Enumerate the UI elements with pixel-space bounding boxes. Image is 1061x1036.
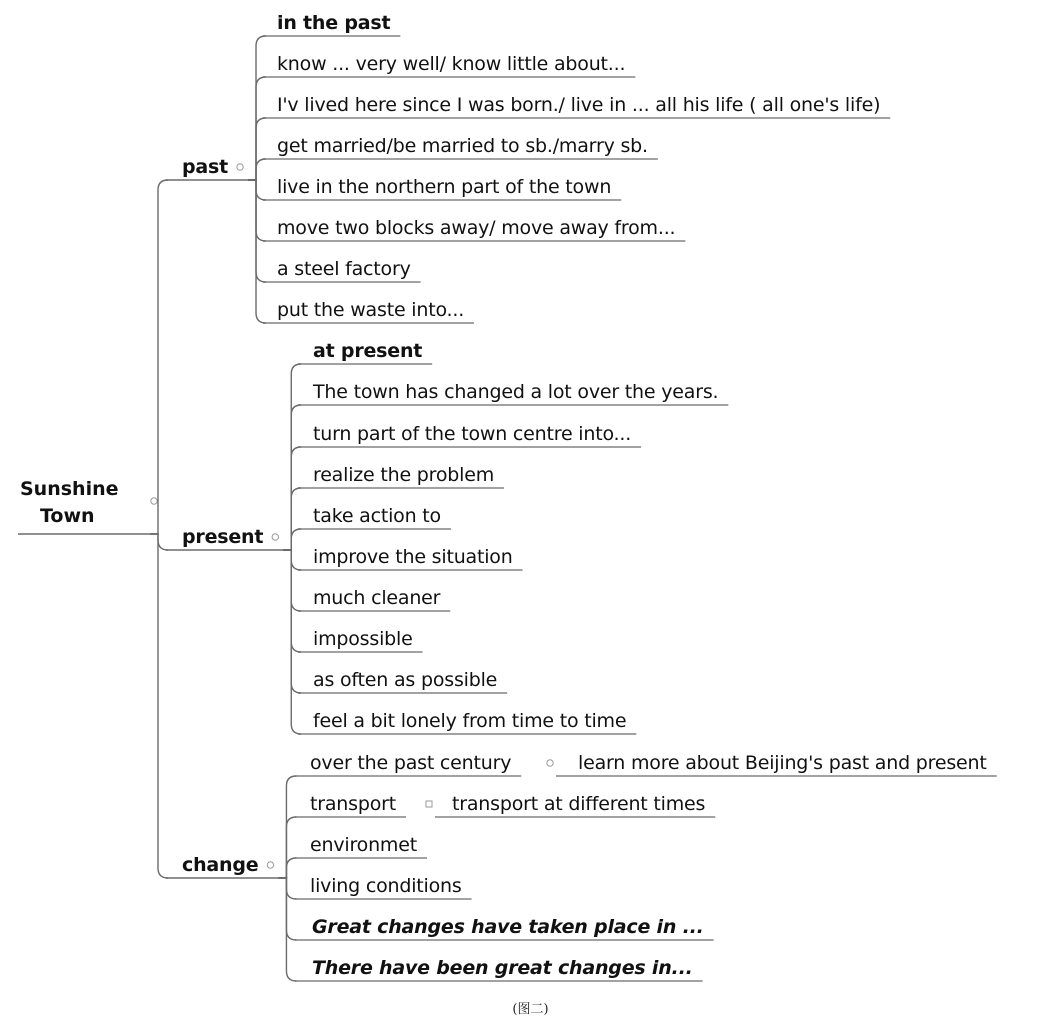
past-collapse-marker bbox=[237, 164, 243, 170]
change-item-6: There have been great changes in... bbox=[312, 957, 693, 979]
change-item-1-collapse-marker bbox=[547, 760, 553, 766]
root-node bbox=[20, 476, 144, 530]
present-item-6: improve the situation bbox=[313, 546, 513, 568]
root-label-line2: Town bbox=[40, 505, 95, 527]
change-item-2: transport bbox=[310, 793, 396, 815]
change-item-2-child: transport at different times bbox=[452, 793, 706, 815]
past-item-5: live in the northern part of the town bbox=[277, 176, 612, 198]
present-item-8: impossible bbox=[313, 628, 413, 650]
branch-present: present bbox=[182, 526, 264, 548]
present-item-2-connector bbox=[283, 405, 301, 550]
present-item-4-connector bbox=[283, 488, 301, 550]
root-collapse-marker bbox=[151, 498, 157, 504]
past-item-6-connector bbox=[248, 180, 266, 241]
change-item-1: over the past century bbox=[310, 752, 512, 774]
past-item-6: move two blocks away/ move away from... bbox=[277, 217, 676, 239]
past-item-3-connector bbox=[248, 118, 266, 180]
past-item-5-connector bbox=[248, 180, 266, 200]
change-item-5-connector bbox=[278, 878, 296, 940]
present-collapse-marker bbox=[272, 534, 278, 540]
present-item-10-connector bbox=[283, 550, 301, 734]
past-item-8: put the waste into... bbox=[277, 299, 465, 321]
branch-past: past bbox=[182, 156, 229, 178]
present-item-9: as often as possible bbox=[313, 669, 498, 691]
change-item-1-child: learn more about Beijing's past and present bbox=[578, 752, 987, 774]
present-item-2: The town has changed a lot over the years. bbox=[313, 381, 719, 403]
change-item-4: living conditions bbox=[310, 875, 462, 897]
present-item-4: realize the problem bbox=[313, 464, 495, 486]
present-item-7-connector bbox=[283, 550, 301, 611]
present-item-10: feel a bit lonely from time to time bbox=[313, 710, 627, 732]
past-item-4: get married/be married to sb./marry sb. bbox=[277, 135, 648, 157]
past-item-3: I'v lived here since I was born./ live in ... all his life ( all one's life) bbox=[277, 94, 881, 116]
past-item-1: in the past bbox=[277, 12, 391, 34]
change-collapse-marker bbox=[267, 862, 273, 868]
change-item-5: Great changes have taken place in ... bbox=[312, 916, 704, 938]
present-item-6-connector bbox=[283, 550, 301, 570]
branch-change: change bbox=[182, 854, 259, 876]
past-item-8-connector bbox=[248, 180, 266, 323]
change-item-3-connector bbox=[278, 858, 296, 878]
past-item-7: a steel factory bbox=[277, 258, 411, 280]
present-item-9-connector bbox=[283, 550, 301, 693]
figure-caption: (图二) bbox=[512, 1002, 549, 1017]
root-label-line1: Sunshine bbox=[20, 478, 119, 500]
present-item-3: turn part of the town centre into... bbox=[313, 423, 632, 445]
change-item-3: environmet bbox=[310, 834, 417, 856]
root-to-past-connector bbox=[150, 180, 168, 534]
present-item-1: at present bbox=[313, 340, 423, 362]
past-item-4-connector bbox=[248, 159, 266, 180]
root-to-present-connector bbox=[150, 534, 168, 550]
present-item-7: much cleaner bbox=[313, 587, 441, 609]
root-to-change-connector bbox=[150, 534, 168, 878]
change-item-2-collapse-marker bbox=[426, 801, 432, 807]
present-item-5-connector bbox=[283, 529, 301, 550]
present-item-5: take action to bbox=[313, 505, 441, 527]
change-item-2-connector bbox=[278, 817, 296, 878]
change-item-4-connector bbox=[278, 878, 296, 899]
past-item-2: know ... very well/ know little about... bbox=[277, 53, 626, 75]
present-item-1-connector bbox=[283, 364, 301, 550]
